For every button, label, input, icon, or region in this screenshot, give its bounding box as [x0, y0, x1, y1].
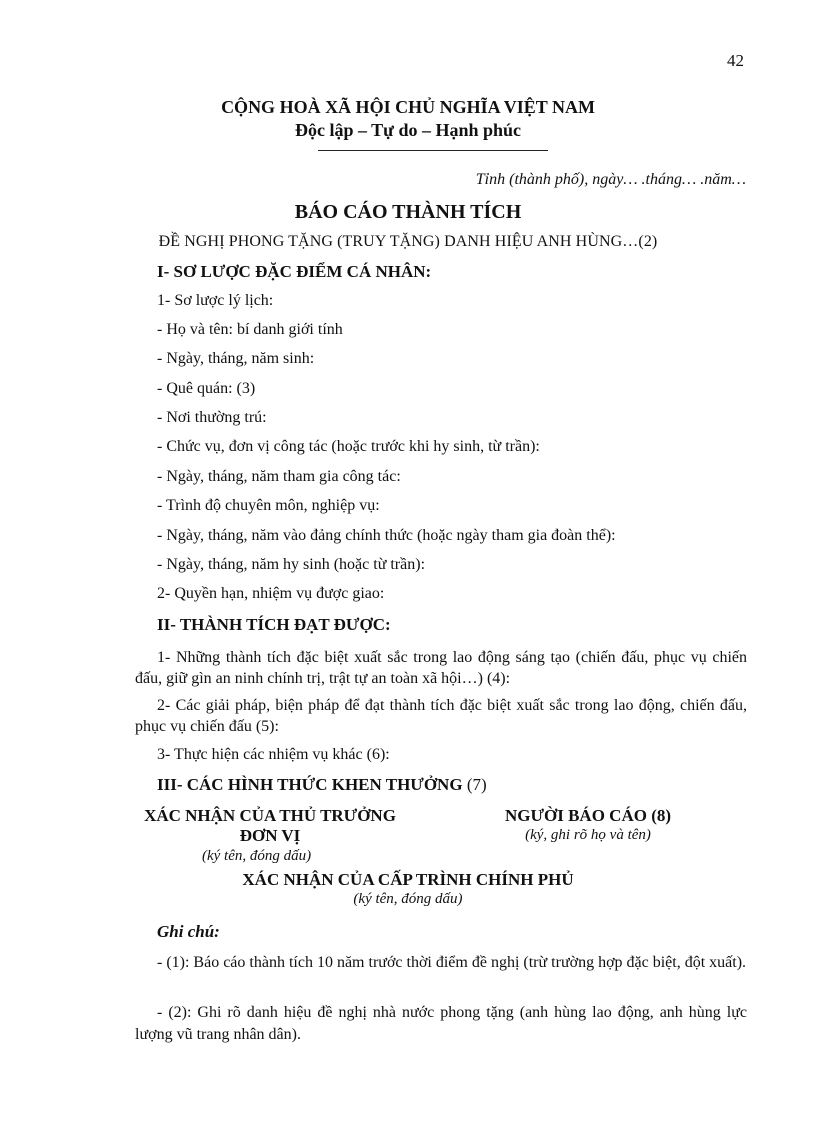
- section-2-paragraph-2: 2- Các giải pháp, biện pháp để đạt thành tích đặc biệt xuất sắc trong lao động, chiến đấu, phục vụ chiến đấu (5):: [135, 697, 747, 735]
- section-2-paragraph-3: 3- Thực hiện các nhiệm vụ khác (6):: [157, 746, 390, 763]
- unit-head-confirmation-title: [120, 806, 420, 846]
- section-1-item: - Ngày, tháng, năm hy sinh (hoặc từ trần):: [157, 556, 426, 573]
- unit-head-confirmation-line1: XÁC NHẬN CỦA THỦ TRƯỞNG: [144, 806, 396, 825]
- government-level-confirmation-title: XÁC NHẬN CỦA CẤP TRÌNH CHÍNH PHỦ: [242, 870, 574, 889]
- nation-header: CỘNG HOÀ XÃ HỘI CHỦ NGHĨA VIỆT NAM: [221, 97, 595, 117]
- section-2-paragraph-1: 1- Những thành tích đặc biệt xuất sắc trong lao động sáng tạo (chiến đấu, phục vụ chiến đấu, giữ gìn an ninh chính trị, trật tự an toàn xã hội…) (4):: [135, 649, 747, 687]
- section-1-item: - Ngày, tháng, năm vào đảng chính thức (hoặc ngày tham gia đoàn thể):: [157, 527, 616, 544]
- section-1-item: - Ngày, tháng, năm sinh:: [157, 350, 315, 367]
- note-1: - (1): Báo cáo thành tích 10 năm trước thời điểm đề nghị (trừ trường hợp đặc biệt, đột xuất).: [157, 954, 747, 971]
- section-1-item: 1- Sơ lược lý lịch:: [157, 292, 274, 309]
- unit-head-confirmation-line2: ĐƠN VỊ: [239, 826, 301, 845]
- section-2-heading: II- THÀNH TÍCH ĐẠT ĐƯỢC:: [157, 615, 391, 634]
- document-title: BÁO CÁO THÀNH TÍCH: [294, 201, 522, 223]
- section-1-item: - Ngày, tháng, năm tham gia công tác:: [157, 468, 401, 485]
- section-1-item: - Họ và tên: bí danh giới tính: [157, 321, 343, 338]
- page-number: 42: [727, 51, 744, 70]
- notes-heading: Ghi chú:: [157, 922, 220, 941]
- reporter-signature-note: (ký, ghi rõ họ và tên): [525, 827, 651, 843]
- section-3-heading: III- CÁC HÌNH THỨC KHEN THƯỞNG: [157, 775, 463, 794]
- place-date-line: Tỉnh (thành phố), ngày… .tháng… .năm…: [475, 171, 746, 188]
- government-level-signature-note: (ký tên, đóng dấu): [353, 891, 463, 907]
- section-1-item: - Trình độ chuyên môn, nghiệp vụ:: [157, 497, 380, 514]
- section-1-item: 2- Quyền hạn, nhiệm vụ được giao:: [157, 585, 385, 602]
- section-1-item: - Nơi thường trú:: [157, 409, 267, 426]
- motto: Độc lập – Tự do – Hạnh phúc: [294, 120, 522, 140]
- unit-head-signature-note: (ký tên, đóng dấu): [202, 848, 312, 864]
- section-3-heading-note: (7): [466, 775, 487, 794]
- document-subtitle: ĐỀ NGHỊ PHONG TẶNG (TRUY TẶNG) DANH HIỆU ANH HÙNG…(2): [158, 233, 658, 250]
- note-2: - (2): Ghi rõ danh hiệu đề nghị nhà nước phong tặng (anh hùng lao động, anh hùng lực lượng vũ trang nhân dân).: [135, 1004, 747, 1043]
- header-divider: [318, 150, 548, 151]
- section-1-item: - Quê quán: (3): [157, 380, 256, 397]
- section-3-heading-row: [157, 775, 487, 795]
- section-1-heading: I- SƠ LƯỢC ĐẶC ĐIỂM CÁ NHÂN:: [157, 262, 432, 281]
- section-1-item: - Chức vụ, đơn vị công tác (hoặc trước khi hy sinh, từ trần):: [157, 438, 540, 455]
- reporter-title: NGƯỜI BÁO CÁO (8): [504, 806, 672, 825]
